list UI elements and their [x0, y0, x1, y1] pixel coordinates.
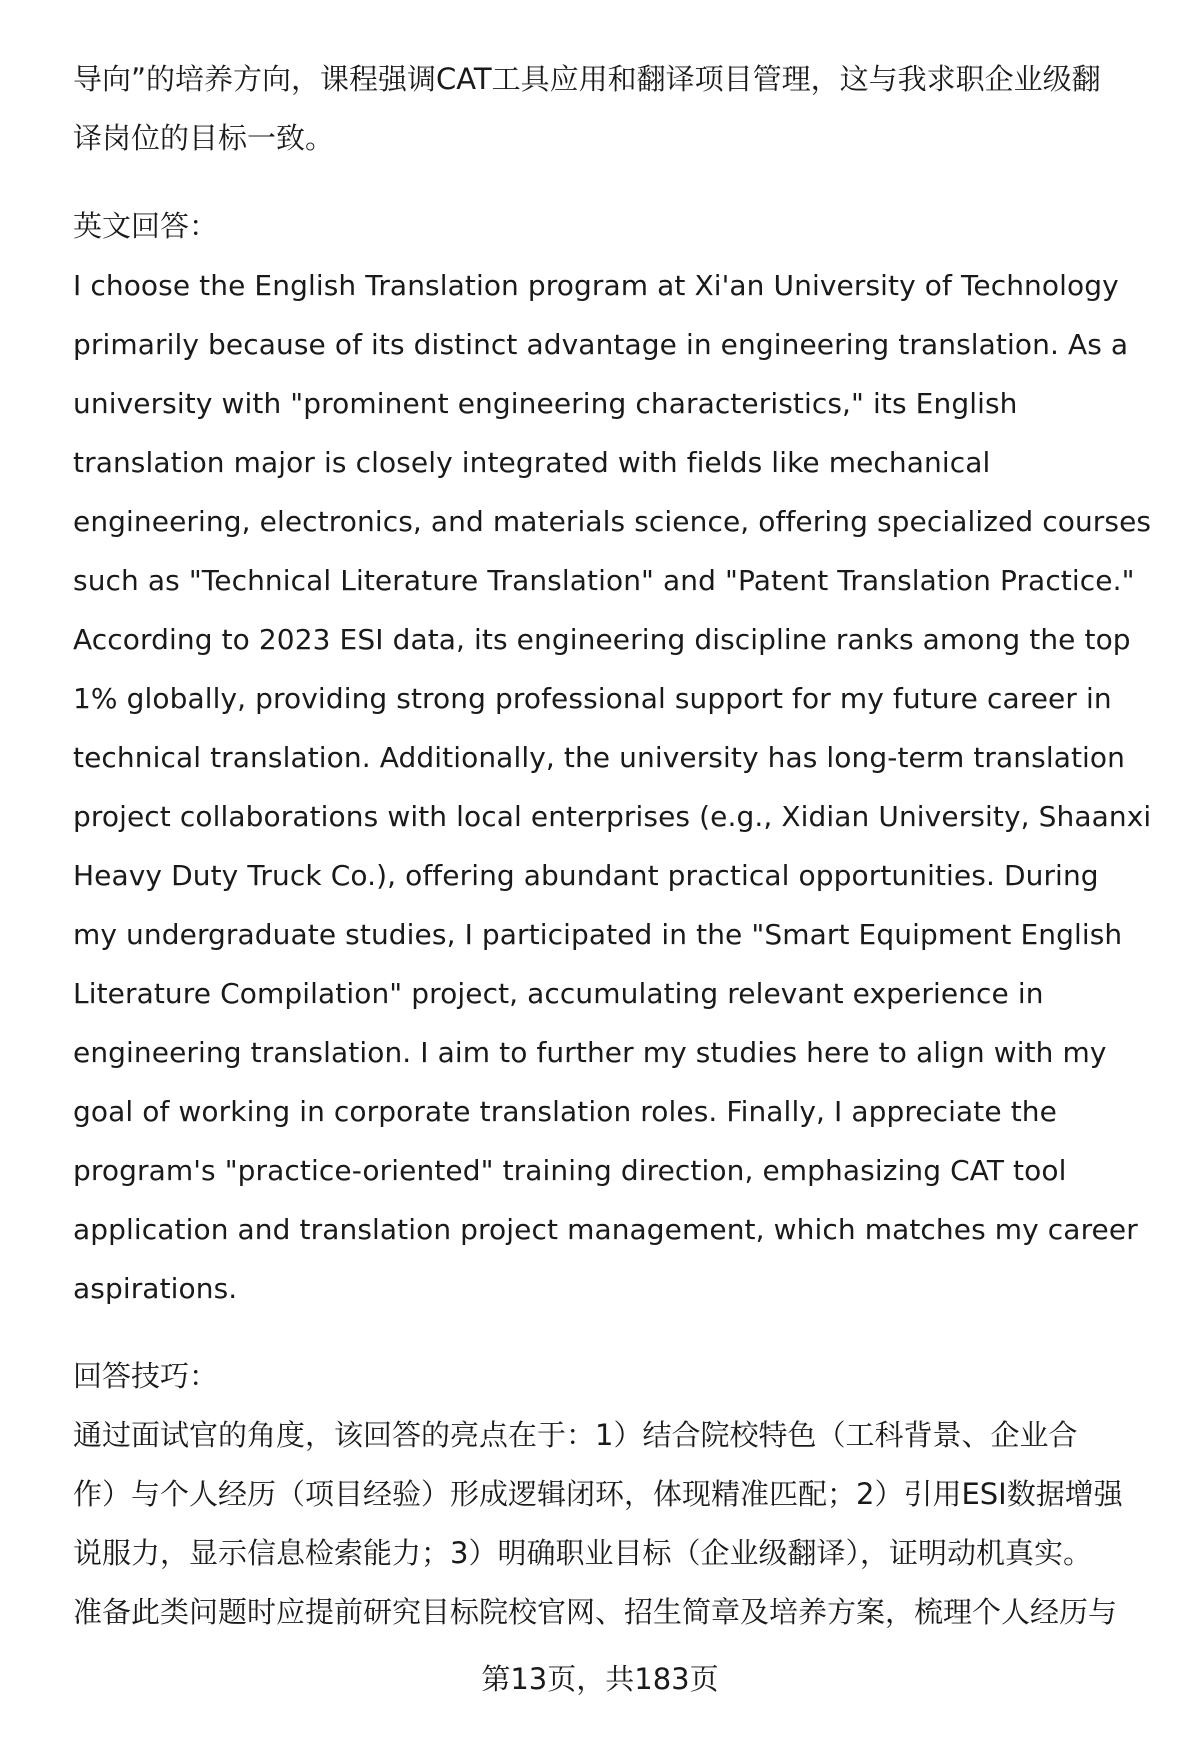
english-answer-heading: 英文回答：	[73, 209, 219, 243]
text-line: 作）与个人经历（项目经验）形成逻辑闭环，体现精准匹配；2）引用ESI数据增强	[73, 1477, 1123, 1511]
text-line: primarily because of its distinct advantage in engineering translation. As a	[73, 328, 1129, 361]
tips-paragraph	[73, 1406, 1153, 1642]
text-line: such as "Technical Literature Translation" and "Patent Translation Practice."	[73, 564, 1135, 597]
text-line: 说服力，显示信息检索能力；3）明确职业目标（企业级翻译），证明动机真实。	[73, 1536, 1092, 1570]
text-line: I choose the English Translation program at Xi'an University of Technology	[73, 269, 1119, 302]
text-line: 导向”的培养方向，课程强调CAT工具应用和翻译项目管理，这与我求职企业级翻	[73, 62, 1101, 96]
page-number: 第13页，共183页	[481, 1662, 719, 1696]
text-line: Heavy Duty Truck Co.), offering abundant practical opportunities. During	[73, 859, 1099, 892]
tips-heading: 回答技巧：	[73, 1359, 219, 1393]
text-line: application and translation project management, which matches my career	[73, 1213, 1138, 1246]
text-line: translation major is closely integrated with fields like mechanical	[73, 446, 991, 479]
text-line: aspirations.	[73, 1272, 238, 1305]
text-line: goal of working in corporate translation roles. Finally, I appreciate the	[73, 1095, 1057, 1128]
text-line: engineering translation. I aim to further my studies here to align with my	[73, 1036, 1107, 1069]
text-line: project collaborations with local enterprises (e.g., Xidian University, Shaanxi	[73, 800, 1152, 833]
text-line: program's "practice-oriented" training direction, emphasizing CAT tool	[73, 1154, 1067, 1187]
text-line: 准备此类问题时应提前研究目标院校官网、招生简章及培养方案，梳理个人经历与	[73, 1595, 1118, 1629]
english-answer-paragraph	[73, 256, 1153, 1318]
text-line: According to 2023 ESI data, its engineering discipline ranks among the top	[73, 623, 1131, 656]
tips-section	[73, 1347, 1153, 1642]
intro-tail-paragraph	[73, 50, 1153, 168]
english-answer-section	[73, 197, 1153, 1318]
text-line: technical translation. Additionally, the university has long-term translation	[73, 741, 1125, 774]
text-line: university with "prominent engineering characteristics," its English	[73, 387, 1018, 420]
text-line: Literature Compilation" project, accumulating relevant experience in	[73, 977, 1044, 1010]
text-line: 译岗位的目标一致。	[73, 121, 335, 155]
text-line: engineering, electronics, and materials science, offering specialized courses	[73, 505, 1152, 538]
text-line: my undergraduate studies, I participated in the "Smart Equipment English	[73, 918, 1123, 951]
text-line: 通过面试官的角度，该回答的亮点在于：1）结合院校特色（工科背景、企业合	[73, 1418, 1078, 1452]
text-line: 1% globally, providing strong professional support for my future career in	[73, 682, 1112, 715]
document-body	[73, 50, 1153, 1671]
